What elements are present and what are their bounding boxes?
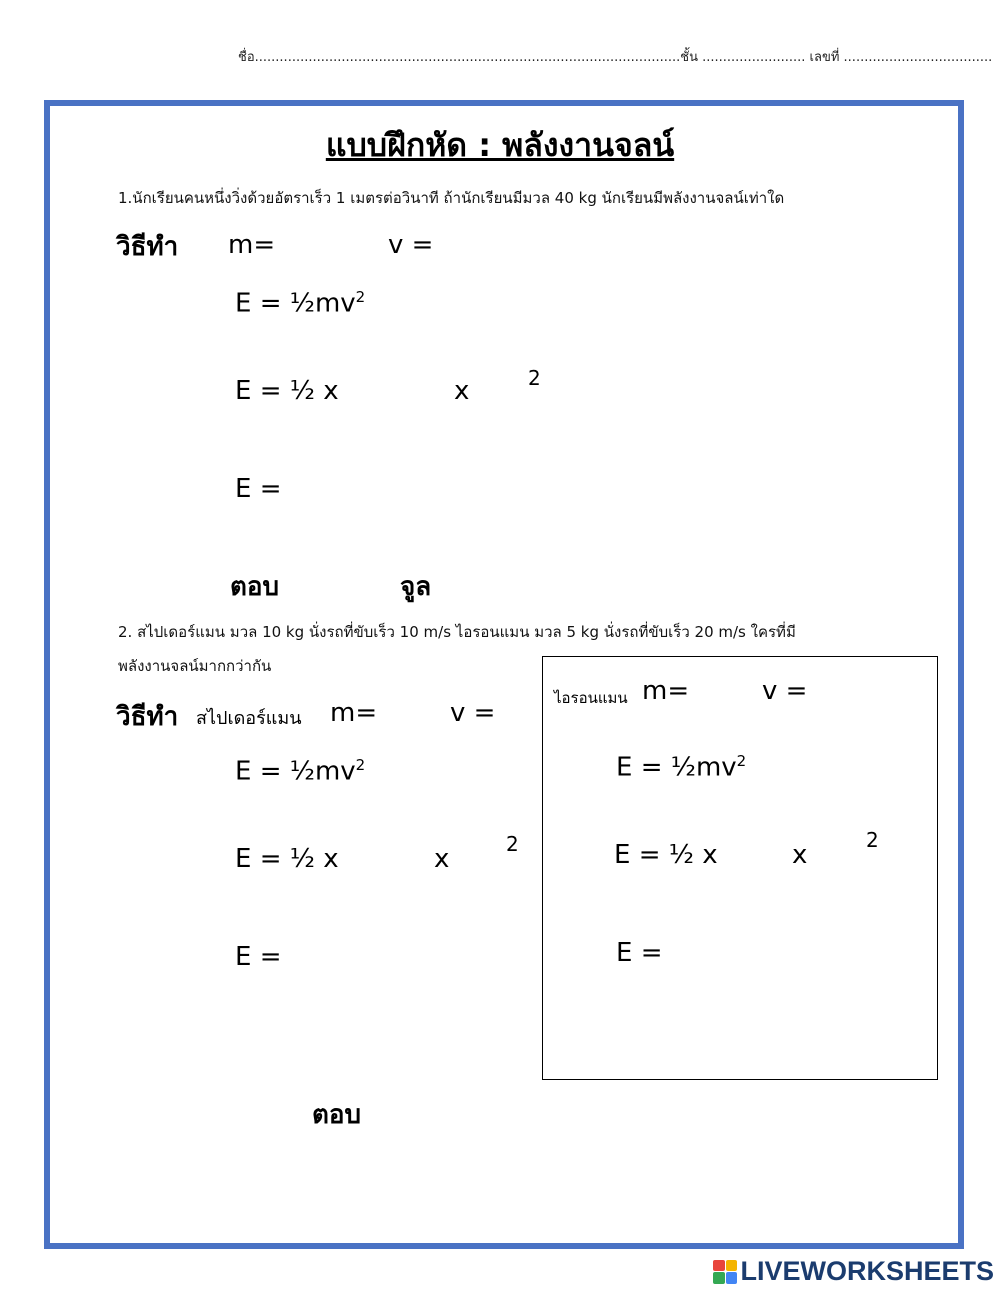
ironman-velocity-label: v = — [762, 676, 808, 706]
q1-substitution: E = ½ x — [235, 376, 339, 406]
ironman-substitution: E = ½ x — [614, 840, 718, 870]
q2-spiderman-label: สไปเดอร์แมน — [196, 708, 302, 729]
question-1-text: 1.นักเรียนคนหนึ่งวิ่งด้วยอัตราเร็ว 1 เมตรต่อวินาที ถ้านักเรียนมีมวล 40 kg นักเรียนมีพลังงานจลน์เท่าใด — [118, 189, 785, 207]
q1-formula-text: E = ½mv — [235, 288, 356, 319]
student-info-line: ชื่อ.......................................................................................................ชั้น ......................... เลขที่ .................................... — [238, 50, 993, 65]
q2-substitution: E = ½ x — [235, 844, 339, 874]
q2-answer-label: ตอบ — [312, 1100, 362, 1130]
q1-substitution-exponent: 2 — [528, 366, 541, 390]
q2-spiderman-velocity-label: v = — [450, 698, 496, 728]
q1-answer-unit: จูล — [400, 572, 432, 602]
ironman-substitution-times: x — [792, 840, 808, 870]
q2-formula — [235, 756, 365, 787]
worksheet-title: แบบฝึกหัด : พลังงานจลน์ — [325, 126, 675, 164]
q2-spiderman-mass-label: m= — [330, 698, 378, 728]
ironman-formula — [616, 752, 746, 783]
question-2-text-line-1: 2. สไปเดอร์แมน มวล 10 kg นั่งรถที่ขับเร็ว 10 m/s ไอรอนแมน มวล 5 kg นั่งรถที่ขับเร็ว 20 m/s ใครที่มี — [118, 623, 796, 641]
q2-method-label: วิธีทำ — [116, 702, 179, 732]
liveworksheets-logo-icon — [713, 1260, 737, 1284]
ironman-formula-exponent: 2 — [736, 752, 747, 770]
q1-result: E = — [235, 474, 282, 504]
q2-formula-exponent: 2 — [355, 756, 366, 774]
q1-substitution-times: x — [454, 376, 470, 406]
q2-substitution-times: x — [434, 844, 450, 874]
q1-formula-exponent: 2 — [355, 288, 366, 306]
ironman-formula-text: E = ½mv — [616, 752, 737, 783]
ironman-substitution-exponent: 2 — [866, 828, 879, 852]
q1-answer-label: ตอบ — [230, 572, 280, 602]
q1-method-label: วิธีทำ — [116, 232, 179, 262]
ironman-work-box — [542, 656, 938, 1080]
q1-velocity-label: v = — [388, 230, 434, 260]
ironman-mass-label: m= — [642, 676, 690, 706]
q1-mass-label: m= — [228, 230, 276, 260]
q2-formula-text: E = ½mv — [235, 756, 356, 787]
q2-result: E = — [235, 942, 282, 972]
ironman-result: E = — [616, 938, 663, 968]
liveworksheets-logo[interactable] — [713, 1256, 994, 1287]
liveworksheets-logo-text: LIVEWORKSHEETS — [740, 1256, 994, 1286]
ironman-label: ไอรอนแมน — [554, 689, 628, 707]
question-2-text-line-2: พลังงานจลน์มากกว่ากัน — [118, 657, 272, 675]
q1-formula — [235, 288, 365, 319]
q2-substitution-exponent: 2 — [506, 832, 519, 856]
